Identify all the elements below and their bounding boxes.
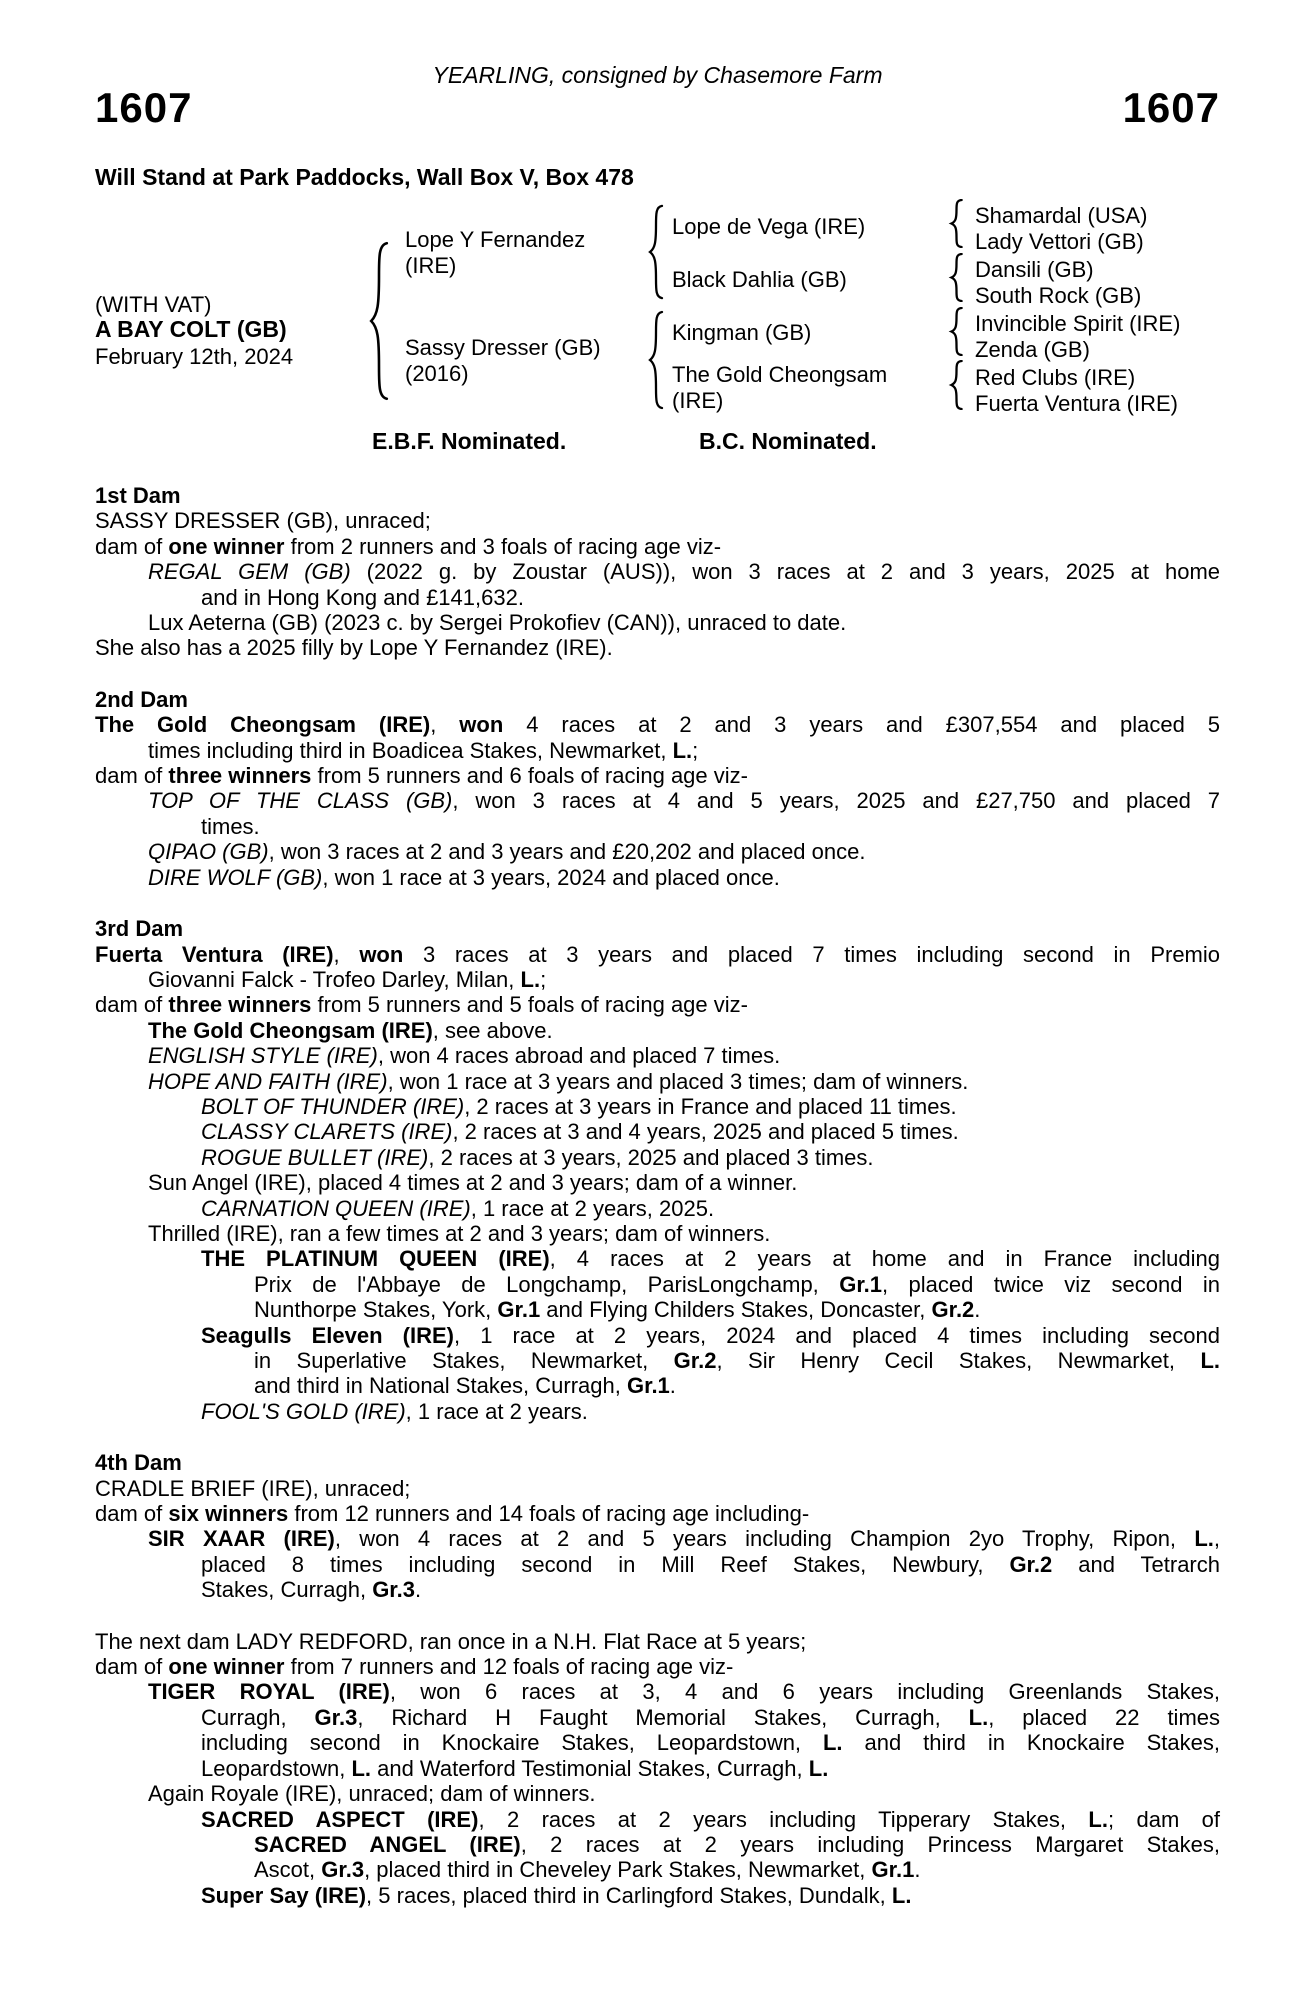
stand-location: Will Stand at Park Paddocks, Wall Box V, Box 478: [95, 164, 634, 190]
text-segment: She also has a 2025 filly by Lope Y Fernandez (IRE).: [95, 635, 613, 661]
text-segment: from 5 runners and 5 foals of racing age viz-: [311, 992, 748, 1018]
catalogue-line: [95, 1119, 1220, 1144]
text-segment: FOOL'S GOLD (IRE): [201, 1398, 406, 1424]
text-segment: and Waterford Testimonial Stakes, Curragh,: [371, 1755, 809, 1781]
pedigree-gen3-5: Invincible Spirit (IRE): [975, 311, 1181, 336]
text-segment: L.: [822, 1730, 843, 1756]
text-segment: SACRED ANGEL (IRE): [254, 1831, 521, 1857]
pedigree-brace-gen3-3: [948, 307, 965, 356]
pedigree-brace-sire: [646, 204, 666, 300]
colt-title: A BAY COLT (GB): [95, 316, 287, 342]
pedigree-gen3-8: Fuerta Ventura (IRE): [975, 391, 1178, 416]
pedigree-gen2-sire-sire: Lope de Vega (IRE): [672, 214, 866, 239]
catalogue-line: [95, 1577, 1220, 1602]
catalogue-line: [95, 610, 1220, 635]
text-segment: Gr.3: [372, 1577, 415, 1603]
dam-section: [95, 687, 1220, 890]
text-segment: , 2 races at 3 years in France and placed 11 times.: [464, 1093, 957, 1119]
pedigree-dam-name: Sassy Dresser (GB): [405, 335, 601, 360]
text-segment: , 2 races at 3 years, 2025 and placed 3 times.: [428, 1144, 874, 1170]
text-segment: Gr.3: [314, 1704, 358, 1730]
lot-number-right: 1607: [1122, 84, 1220, 131]
text-segment: Giovanni Falck - Trofeo Darley, Milan,: [148, 966, 521, 992]
catalogue-line: [95, 1654, 1220, 1679]
text-segment: won: [459, 712, 504, 738]
text-segment: 4 races at 2 and 3 years and £307,554 and placed 5: [503, 712, 1220, 738]
text-segment: ,: [333, 941, 360, 967]
text-segment: one winner: [168, 1654, 285, 1680]
pedigree-sire: [405, 227, 585, 279]
text-segment: and third in Knockaire Stakes,: [842, 1730, 1220, 1756]
catalogue-line: [95, 1781, 1220, 1806]
text-segment: SIR XAAR (IRE): [148, 1526, 335, 1552]
text-segment: Gr.2: [1009, 1551, 1053, 1577]
pedigree-brace-dam: [646, 310, 666, 410]
text-segment: BOLT OF THUNDER (IRE): [201, 1093, 465, 1119]
catalogue-line: [95, 508, 1220, 533]
extended-family-section: [95, 1629, 1220, 1908]
vat-note: (WITH VAT): [95, 292, 212, 317]
text-segment: The next dam LADY REDFORD, ran once in a N.H. Flat Race at 5 years;: [95, 1628, 807, 1654]
text-segment: L.: [1088, 1806, 1108, 1832]
pedigree-sire-suffix: (IRE): [405, 253, 457, 278]
section-heading: 3rd Dam: [95, 916, 184, 942]
catalogue-line: [95, 738, 1220, 763]
text-segment: Gr.1: [626, 1373, 670, 1399]
text-segment: from 2 runners and 3 foals of racing age viz-: [284, 533, 722, 559]
catalogue-line: [95, 1297, 1220, 1322]
pedigree-dam: [405, 335, 601, 387]
text-segment: REGAL GEM (GB): [148, 559, 351, 585]
catalogue-line: [95, 1501, 1220, 1526]
text-segment: three winners: [168, 763, 312, 789]
text-segment: and Tetrarch: [1052, 1551, 1220, 1577]
catalogue-line: [95, 1883, 1220, 1908]
catalogue-line: [95, 534, 1220, 559]
text-segment: Super Say (IRE): [201, 1882, 367, 1908]
text-segment: ,: [1213, 1526, 1220, 1552]
pedigree-dam-suffix: (2016): [405, 361, 469, 386]
pedigree-gen3-1: Shamardal (USA): [975, 203, 1148, 228]
text-segment: dam of: [95, 763, 169, 789]
catalogue-line: [95, 1018, 1220, 1043]
catalogue-line: [95, 1145, 1220, 1170]
text-segment: three winners: [168, 992, 312, 1018]
text-segment: SACRED ASPECT (IRE): [201, 1806, 479, 1832]
pedigree-brace-gen3-4: [948, 360, 965, 410]
text-segment: The Gold Cheongsam (IRE): [148, 1017, 433, 1043]
catalogue-line: [95, 1476, 1220, 1501]
section-heading: 4th Dam: [95, 1450, 182, 1476]
text-segment: , 1 race at 2 years, 2024 and placed 4 times including second: [453, 1322, 1220, 1348]
text-segment: , won 1 race at 3 years, 2024 and placed once.: [322, 864, 780, 890]
text-segment: from 7 runners and 12 foals of racing age viz-: [284, 1654, 734, 1680]
pedigree-gen2-dam-dam-name: The Gold Cheongsam: [672, 362, 888, 387]
catalogue-header: [0, 0, 1315, 458]
catalogue-line: [95, 1043, 1220, 1068]
catalogue-line: [95, 1756, 1220, 1781]
text-segment: L.: [520, 966, 541, 992]
pedigree-sire-name: Lope Y Fernandez: [405, 227, 586, 252]
pedigree-gen2-dam-sire: Kingman (GB): [672, 320, 812, 345]
catalogue-line: [95, 1552, 1220, 1577]
pedigree-gen3-7: Red Clubs (IRE): [975, 365, 1136, 390]
catalogue-line: [95, 1196, 1220, 1221]
catalogue-line: [95, 1857, 1220, 1882]
text-segment: and in Hong Kong and £141,632.: [201, 584, 524, 610]
text-segment: , placed twice viz second in: [882, 1271, 1220, 1297]
text-segment: Thrilled (IRE), ran a few times at 2 and 3 years; dam of winners.: [148, 1220, 771, 1246]
dam-section: [95, 1450, 1220, 1602]
catalogue-line: [95, 1272, 1220, 1297]
text-segment: , 1 race at 2 years, 2025.: [470, 1195, 715, 1221]
dam-section: [95, 916, 1220, 1424]
text-segment: L.: [672, 737, 693, 763]
text-segment: , 4 races at 2 years at home and in France including: [549, 1246, 1221, 1272]
catalogue-line: [95, 788, 1220, 813]
lot-number-left: 1607: [95, 84, 193, 131]
text-segment: QIPAO (GB): [148, 839, 269, 865]
dam-section: [95, 483, 1220, 661]
text-segment: , won 3 races at 2 and 3 years and £20,202 and placed once.: [268, 839, 866, 865]
catalogue-line: [95, 1730, 1220, 1755]
text-segment: six winners: [168, 1501, 289, 1527]
text-segment: , won 4 races abroad and placed 7 times.: [377, 1043, 781, 1069]
text-segment: 3 races at 3 years and placed 7 times including second in Premio: [403, 941, 1220, 967]
catalogue-line: [95, 559, 1220, 584]
text-segment: CLASSY CLARETS (IRE): [201, 1119, 453, 1145]
text-segment: one winner: [168, 533, 285, 559]
dam-sections: [0, 458, 1315, 1908]
catalogue-line: [95, 1832, 1220, 1857]
text-segment: , won 6 races at 3, 4 and 6 years including Greenlands Stakes,: [389, 1679, 1220, 1705]
catalogue-line: [95, 1348, 1220, 1373]
text-segment: , 2 races at 3 and 4 years, 2025 and placed 5 times.: [452, 1119, 959, 1145]
text-segment: HOPE AND FAITH (IRE): [148, 1068, 388, 1094]
pedigree-gen3-2: Lady Vettori (GB): [975, 229, 1144, 254]
pedigree-brace-main: [366, 240, 392, 402]
text-segment: .: [669, 1373, 676, 1399]
text-segment: Curragh,: [201, 1704, 315, 1730]
text-segment: ROGUE BULLET (IRE): [201, 1144, 429, 1170]
text-segment: , see above.: [432, 1017, 553, 1043]
text-segment: L.: [968, 1704, 989, 1730]
text-segment: , placed third in Cheveley Park Stakes, Newmarket,: [364, 1857, 872, 1883]
pedigree-gen3-4: South Rock (GB): [975, 283, 1142, 308]
pedigree-brace-gen3-2: [948, 253, 965, 302]
text-segment: times.: [201, 813, 260, 839]
pedigree-gen2-sire-dam: Black Dahlia (GB): [672, 267, 847, 292]
text-segment: L.: [891, 1882, 912, 1908]
catalogue-line: [95, 967, 1220, 992]
ebf-nomination: E.B.F. Nominated.: [372, 428, 567, 454]
text-segment: , 1 race at 2 years.: [405, 1398, 588, 1424]
text-segment: Gr.2: [931, 1297, 975, 1323]
text-segment: DIRE WOLF (GB): [148, 864, 323, 890]
text-segment: including second in Knockaire Stakes, Leopardstown,: [201, 1730, 823, 1756]
text-segment: TIGER ROYAL (IRE): [148, 1679, 390, 1705]
catalogue-line: [95, 585, 1220, 610]
pedigree-gen3-6: Zenda (GB): [975, 337, 1090, 362]
catalogue-line: [95, 1323, 1220, 1348]
pedigree-gen3-3: Dansili (GB): [975, 257, 1094, 282]
text-segment: Nunthorpe Stakes, York,: [254, 1297, 498, 1323]
text-segment: placed 8 times including second in Mill Reef Stakes, Newbury,: [201, 1551, 1010, 1577]
catalogue-line: [95, 1170, 1220, 1195]
text-segment: Seagulls Eleven (IRE): [201, 1322, 454, 1348]
catalogue-line: [95, 839, 1220, 864]
text-segment: Prix de l'Abbaye de Longchamp, ParisLongchamp,: [254, 1271, 840, 1297]
text-segment: ;: [692, 737, 699, 763]
catalogue-line: [95, 1094, 1220, 1119]
pedigree-gen2-dam-dam-suffix: (IRE): [672, 388, 724, 413]
text-segment: , 2 races at 2 years including Princess Margaret Stakes,: [520, 1831, 1220, 1857]
catalogue-line: [95, 1629, 1220, 1654]
text-segment: , 5 races, placed third in Carlingford Stakes, Dundalk,: [366, 1882, 892, 1908]
text-segment: Gr.1: [871, 1857, 915, 1883]
text-segment: Gr.3: [321, 1857, 365, 1883]
text-segment: dam of: [95, 992, 169, 1018]
text-segment: , Richard H Faught Memorial Stakes, Curragh,: [357, 1704, 969, 1730]
text-segment: ,: [430, 712, 460, 738]
text-segment: L.: [351, 1755, 371, 1781]
catalogue-line: [95, 1399, 1220, 1424]
text-segment: Lux Aeterna (GB) (2023 c. by Sergei Prokofiev (CAN)), unraced to date.: [148, 610, 847, 636]
pedigree-gen2-dam-dam: [672, 362, 887, 414]
catalogue-line: [95, 1705, 1220, 1730]
text-segment: .: [415, 1577, 422, 1603]
catalogue-line: [95, 1373, 1220, 1398]
text-segment: ;: [540, 966, 547, 992]
text-segment: CRADLE BRIEF (IRE), unraced;: [95, 1475, 411, 1501]
text-segment: dam of: [95, 1654, 169, 1680]
catalogue-line: [95, 814, 1220, 839]
text-segment: times including third in Boadicea Stakes, Newmarket,: [148, 737, 673, 763]
text-segment: and Flying Childers Stakes, Doncaster,: [540, 1297, 932, 1323]
catalogue-line: [95, 763, 1220, 788]
colt-foal-date: February 12th, 2024: [95, 344, 294, 369]
text-segment: (2022 g. by Zoustar (AUS)), won 3 races at 2 and 3 years, 2025 at home: [350, 559, 1220, 585]
catalogue-line: [95, 1221, 1220, 1246]
text-segment: SASSY DRESSER (GB), unraced;: [95, 508, 431, 534]
text-segment: dam of: [95, 1501, 169, 1527]
text-segment: Fuerta Ventura (IRE): [95, 941, 334, 967]
text-segment: and third in National Stakes, Curragh,: [254, 1373, 627, 1399]
text-segment: L.: [1200, 1348, 1220, 1373]
text-segment: , won 1 race at 3 years and placed 3 times; dam of winners.: [387, 1068, 969, 1094]
text-segment: , 2 races at 2 years including Tipperary Stakes,: [478, 1806, 1089, 1832]
text-segment: CARNATION QUEEN (IRE): [201, 1195, 471, 1221]
consignor-note: YEARLING, consigned by Chasemore Farm: [432, 62, 883, 88]
text-segment: Sun Angel (IRE), placed 4 times at 2 and 3 years; dam of a winner.: [148, 1170, 798, 1196]
text-segment: , won 3 races at 4 and 5 years, 2025 and £27,750 and placed 7: [452, 788, 1220, 814]
catalogue-line: [95, 635, 1220, 660]
text-segment: from 5 runners and 6 foals of racing age viz-: [311, 763, 748, 789]
catalogue-line: [95, 1069, 1220, 1094]
text-segment: , won 4 races at 2 and 5 years including Champion 2yo Trophy, Ripon,: [334, 1526, 1195, 1552]
catalogue-line: [95, 942, 1220, 967]
text-segment: won: [359, 941, 404, 967]
text-segment: Again Royale (IRE), unraced; dam of winners.: [148, 1781, 596, 1807]
text-segment: Stakes, Curragh,: [201, 1577, 373, 1603]
text-segment: , placed 22 times: [988, 1704, 1221, 1730]
text-segment: ENGLISH STYLE (IRE): [148, 1043, 378, 1069]
catalogue-line: [95, 712, 1220, 737]
text-segment: , Sir Henry Cecil Stakes, Newmarket,: [716, 1348, 1201, 1373]
text-segment: Gr.1: [497, 1297, 541, 1323]
text-segment: THE PLATINUM QUEEN (IRE): [201, 1246, 550, 1272]
text-segment: Leopardstown,: [201, 1755, 352, 1781]
catalogue-line: [95, 865, 1220, 890]
text-segment: dam of: [95, 533, 169, 559]
section-heading: 2nd Dam: [95, 686, 188, 712]
catalogue-line: [95, 992, 1220, 1017]
catalogue-line: [95, 1679, 1220, 1704]
text-segment: in Superlative Stakes, Newmarket,: [254, 1348, 674, 1373]
catalogue-line: [95, 1526, 1220, 1551]
text-segment: The Gold Cheongsam (IRE): [95, 712, 431, 738]
catalogue-line: [95, 1246, 1220, 1271]
text-segment: from 12 runners and 14 foals of racing age including-: [288, 1501, 810, 1527]
text-segment: L.: [808, 1755, 829, 1781]
pedigree-brace-gen3-1: [948, 199, 965, 248]
text-segment: ; dam of: [1107, 1806, 1221, 1832]
section-heading: 1st Dam: [95, 483, 181, 508]
text-segment: Ascot,: [254, 1857, 322, 1883]
bc-nomination: B.C. Nominated.: [699, 428, 877, 454]
text-segment: TOP OF THE CLASS (GB): [148, 788, 453, 814]
text-segment: Gr.1: [839, 1271, 883, 1297]
text-segment: .: [974, 1297, 981, 1323]
text-segment: Gr.2: [673, 1348, 717, 1373]
catalogue-line: [95, 1807, 1220, 1832]
text-segment: .: [914, 1857, 921, 1883]
text-segment: L.: [1194, 1526, 1214, 1552]
